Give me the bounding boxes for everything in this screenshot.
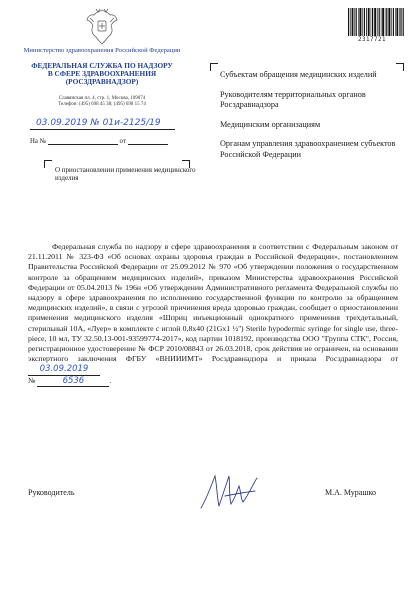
- addressee-item: Руководителям территориальных органов Росздравнадзора: [220, 89, 366, 110]
- address-line: Славянская пл. 4, стр. 1, Москва, 109074: [58, 96, 146, 101]
- incoming-from-blank: [128, 137, 168, 145]
- incoming-no-label: На №: [30, 138, 47, 145]
- incoming-from-label: от: [119, 138, 126, 145]
- addressee-item: Субъектам обращения медицинских изделий: [220, 70, 377, 79]
- service-short-name: (РОСЗДРАВНАДЗОР): [65, 77, 139, 87]
- handwritten-outgoing-ref: 03.09.2019 № 01и-2125/19: [36, 118, 161, 128]
- addressee-item: Органам управления здравоохранением субъектов Российской Федерации: [220, 139, 396, 159]
- signer-name: М.А. Мурашко: [325, 488, 376, 497]
- order-number-line: [28, 376, 398, 387]
- handwritten-order-date: 03.09.2019: [28, 364, 100, 375]
- addressee-block: [220, 70, 400, 170]
- addressee-corner-mark: [210, 63, 218, 71]
- handwritten-order-number: 6536: [37, 376, 109, 387]
- barcode-number: 2317721: [358, 37, 386, 43]
- outgoing-ref-underline: [30, 129, 175, 130]
- service-name-line1: ФЕДЕРАЛЬНАЯ СЛУЖБА ПО НАДЗОРУ: [31, 61, 173, 70]
- letter-body: [28, 242, 398, 387]
- incoming-ref-line: [30, 137, 175, 145]
- body-text: Федеральная служба по надзору в сфере здравоохранения в соответствии с Федеральным законом от 21.11.2011 № 323-ФЗ «Об основах охраны здоровья граждан в Российской Федерации», постановлением Правительства Российской Федерации от 25.09.2012 № 970 «Об утверждении положения о государственном контроле за обращением медицинских изделий», приказом Министерства здравоохранения Российской Федерации от 05.04.2013 № 196н «Об утверждении Административного регламента Федеральной службы по надзору в сфере здравоохранения по исполнению государственной функции по контролю за обращением медицинских изделий», в связи с угрозой причинения вреда здоровью граждан, сообщает о приостановлении применения медицинского изделия «Шприц инъекционный однократного применения трехдетальный, стерильный 10А, «Луер» в комплекте с иглой 0,8x40 (21Gx1 ½'') Sterile hypodermic syringe for single use, three-piece, 10 мл, ТУ 32.50.13-001-93599774-2017», код партии 1018192, производства ООО "Группа СТК", Россия, регистрационное удостоверение № ФСР 2010/08843 от 26.03.2018, срок действия не ограничен, на основании экспертного заключения ФГБУ «ВНИИИМТ» Росздравнадзора и приказа Росздравнадзора от: [28, 242, 398, 364]
- order-number-label: №: [28, 375, 36, 385]
- body-paragraph: [28, 242, 398, 376]
- ministry-name: Министерство здравоохранения Российской Федерации: [23, 47, 181, 54]
- subject-line: О приостановлении применения медицинского изделия: [55, 166, 196, 183]
- order-end-mark: .: [109, 375, 112, 385]
- coat-of-arms-emblem: [82, 6, 122, 48]
- signer-role: Руководитель: [28, 488, 75, 497]
- service-name-line2: В СФЕРЕ ЗДРАВООХРАНЕНИЯ: [47, 69, 157, 79]
- handwritten-signature: [195, 468, 285, 514]
- barcode-icon: [348, 8, 404, 36]
- service-name: [14, 62, 190, 87]
- subject-corner-mark: [44, 160, 52, 168]
- service-address: [18, 96, 186, 108]
- phone-line: Телефон: (495) 698 45 38; (495) 698 15 74: [58, 102, 146, 108]
- addressee-item: Медицинским организациям: [220, 119, 321, 129]
- incoming-no-blank: [48, 137, 118, 145]
